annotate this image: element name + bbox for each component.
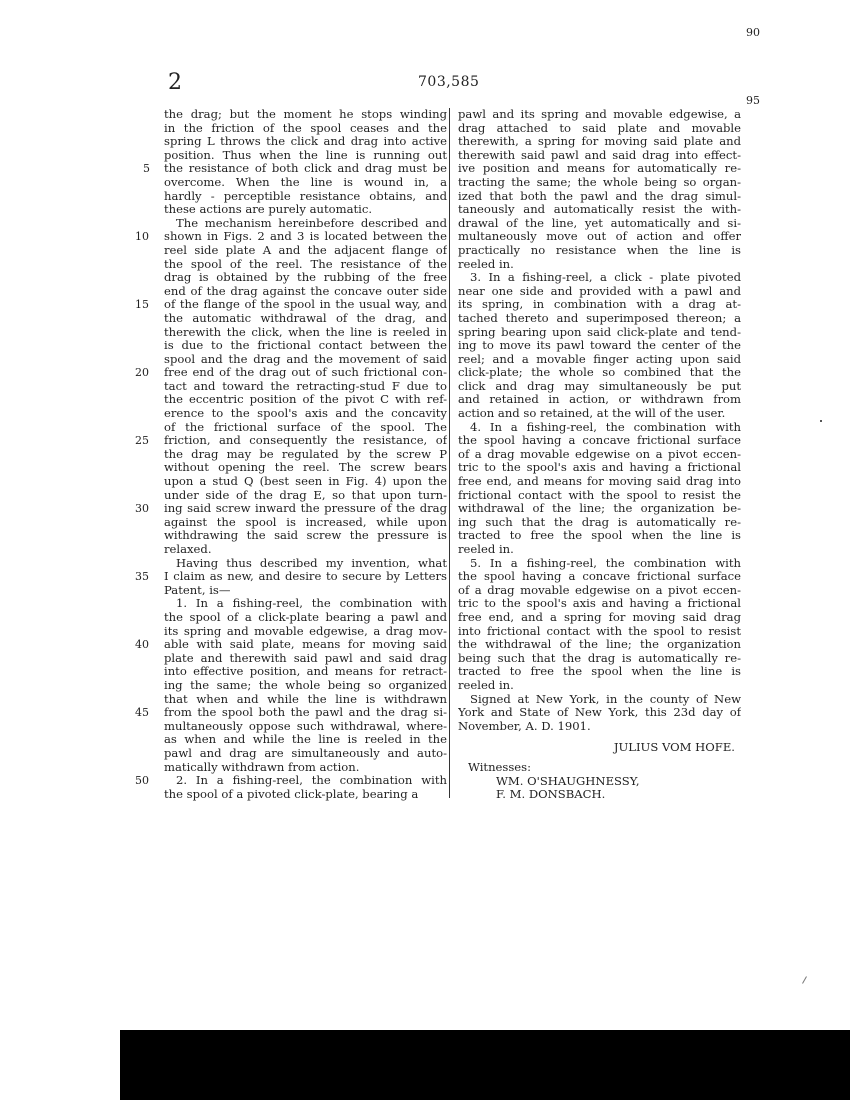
text-line: the automatic withdrawal of the drag, and	[164, 311, 447, 325]
text-line: withdrawing the said screw the pressure is	[164, 529, 447, 543]
text-line: spring bearing upon said click-plate and tend-	[458, 325, 741, 339]
text-line: free end, and means for moving said drag into	[458, 475, 741, 489]
text-line: reel; and a movable finger acting upon said	[458, 352, 741, 366]
text-line: The mechanism hereinbefore described and	[176, 216, 447, 230]
witness-name: F. M. DONSBACH.	[496, 788, 606, 802]
scan-speck	[802, 976, 807, 983]
text-line: tracting the same; the whole being so organ-	[458, 175, 741, 189]
patent-number: 703,585	[418, 74, 480, 90]
text-line: friction, and consequently the resistance, of	[164, 434, 447, 448]
inventor-signature: JULIUS VOM HOFE.	[613, 741, 735, 755]
text-line: therewith the click, when the line is reeled in	[164, 325, 447, 339]
line-number: 30	[135, 502, 149, 516]
text-line: tric to the spool's axis and having a frictional	[458, 461, 741, 475]
text-line: drag attached to said plate and movable	[458, 121, 741, 135]
text-line: multaneously move out of action and offer	[458, 230, 741, 244]
text-line: the withdrawal of the line; the organization	[458, 638, 741, 652]
text-line: click and drag may simultaneously be put	[458, 379, 741, 393]
text-line: position. Thus when the line is running out	[164, 148, 447, 162]
text-line: under side of the drag E, so that upon turn-	[164, 488, 447, 502]
text-line: ized that both the pawl and the drag simul-	[458, 189, 741, 203]
scan-speck	[820, 420, 822, 422]
line-number: 50	[135, 774, 149, 788]
text-line: its spring and movable edgewise, a drag mov-	[164, 624, 447, 638]
text-line: from the spool both the pawl and the drag si-	[164, 706, 447, 720]
text-line: ing the same; the whole being so organized	[164, 678, 447, 692]
line-number: 35	[135, 570, 149, 584]
text-line: spring L throws the click and drag into active	[164, 135, 447, 149]
text-line: that when and while the line is withdrawn	[164, 692, 447, 706]
text-line: overcome. When the line is wound in, a	[164, 175, 447, 189]
witnesses-label: Witnesses:	[468, 760, 532, 774]
text-line: taneously and automatically resist the with-	[458, 203, 741, 217]
text-line: relaxed.	[164, 543, 212, 556]
text-line: tact and toward the retracting-stud F due to	[164, 379, 447, 393]
text-line: plate and therewith said pawl and said drag	[164, 651, 447, 665]
line-number: 25	[135, 434, 149, 448]
line-number: 5	[143, 162, 150, 176]
text-line: into effective position, and means for retract-	[164, 665, 447, 679]
text-line: being such that the drag is automatically re-	[458, 651, 741, 665]
column-divider	[449, 108, 450, 798]
line-number: 15	[135, 298, 149, 312]
text-line: ing such that the drag is automatically re-	[458, 515, 741, 529]
text-line: end of the drag against the concave outer side	[164, 284, 447, 298]
text-line: the drag; but the moment he stops winding	[164, 108, 447, 121]
text-line: ing said screw inward the pressure of the drag	[164, 502, 447, 516]
text-line: withdrawal of the line; the organization be-	[458, 502, 741, 516]
text-line: the spool having a concave frictional surface	[458, 570, 741, 584]
text-line: multaneously oppose such withdrawal, where-	[164, 719, 447, 733]
text-line: tric to the spool's axis and having a frictional	[458, 597, 741, 611]
line-number: 20	[135, 366, 149, 380]
text-line: reel side plate A and the adjacent flange of	[164, 243, 447, 257]
text-line: pawl and its spring and movable edgewise, a	[458, 108, 741, 121]
text-line: without opening the reel. The screw bears	[164, 461, 447, 475]
text-line: hardly - perceptible resistance obtains, and	[164, 189, 447, 203]
text-line: matically withdrawn from action.	[164, 760, 360, 774]
text-line: free end, and a spring for moving said drag	[458, 610, 741, 624]
text-line: erence to the spool's axis and the concavity	[164, 407, 447, 421]
text-line: ing to move its pawl toward the center of the	[458, 339, 741, 353]
text-line: of the flange of the spool in the usual way, and	[164, 298, 447, 312]
text-line: the resistance of both click and drag must be	[164, 162, 447, 176]
text-line: free end of the drag out of such frictional con-	[164, 366, 447, 380]
text-line: these actions are purely automatic.	[164, 203, 373, 217]
text-line: frictional contact with the spool to resist the	[458, 488, 741, 502]
text-line: of a drag movable edgewise on a pivot eccen-	[458, 447, 741, 461]
text-line: into frictional contact with the spool to resist	[458, 624, 741, 638]
text-line: able with said plate, means for moving said	[164, 638, 447, 652]
text-line: against the spool is increased, while upon	[164, 515, 447, 529]
text-line: 4. In a fishing-reel, the combination with	[470, 420, 741, 434]
text-line: York and State of New York, this 23d day of	[458, 706, 741, 720]
text-line: November, A. D. 1901.	[458, 719, 591, 733]
line-number: 40	[135, 638, 149, 652]
text-line: the eccentric position of the pivot C with ref-	[164, 393, 447, 407]
text-line: the spool of a click-plate bearing a pawl and	[164, 610, 447, 624]
line-number: 10	[135, 230, 149, 244]
text-line: ive position and means for automatically re-	[458, 162, 741, 176]
text-line: 2. In a fishing-reel, the combination with	[176, 774, 447, 788]
text-line: in the friction of the spool ceases and the	[164, 121, 447, 135]
text-line: the spool of a pivoted click-plate, bearing a	[164, 787, 419, 801]
witness-name: WM. O'SHAUGHNESSY,	[496, 774, 640, 788]
text-line: practically no resistance when the line is	[458, 243, 741, 257]
text-line: therewith said pawl and said drag into effect-	[458, 148, 741, 162]
text-line: the spool having a concave frictional surface	[458, 434, 741, 448]
text-line: 3. In a fishing-reel, a click - plate pivoted	[470, 271, 741, 285]
text-line: and retained in action, or withdrawn from	[458, 393, 741, 407]
text-line: upon a stud Q (best seen in Fig. 4) upon the	[164, 475, 447, 489]
line-number: 45	[135, 706, 149, 720]
text-line: the drag may be regulated by the screw P	[164, 447, 447, 461]
text-line: spool and the drag and the movement of said	[164, 352, 447, 366]
page-number: 2	[168, 70, 182, 95]
text-line: is due to the frictional contact between the	[164, 339, 447, 353]
text-line: drawal of the line, yet automatically and si-	[458, 216, 741, 230]
line-number: 90	[746, 26, 760, 40]
text-line: reeled in.	[458, 257, 514, 271]
text-line: reeled in.	[458, 543, 514, 556]
text-line: reeled in.	[458, 678, 514, 692]
text-line: drag is obtained by the rubbing of the free	[164, 271, 447, 285]
text-line: its spring, in combination with a drag at-	[458, 298, 741, 312]
text-line: shown in Figs. 2 and 3 is located between the	[164, 230, 447, 244]
text-line: action and so retained, at the will of the user.	[458, 407, 726, 421]
text-line: of the frictional surface of the spool. The	[164, 420, 447, 434]
text-line: as when and while the line is reeled in the	[164, 733, 447, 747]
text-line: click-plate; the whole so combined that the	[458, 366, 741, 380]
text-line: of a drag movable edgewise on a pivot eccen-	[458, 583, 741, 597]
text-line: tracted to free the spool when the line is	[458, 529, 741, 543]
right-column	[458, 108, 741, 802]
text-line: I claim as new, and desire to secure by Letters	[164, 570, 447, 584]
left-column	[164, 108, 447, 801]
line-number: 95	[746, 94, 760, 108]
text-line: tracted to free the spool when the line is	[458, 665, 741, 679]
text-line: pawl and drag are simultaneously and auto-	[164, 746, 447, 760]
text-line: the spool of the reel. The resistance of the	[164, 257, 447, 271]
text-line: Having thus described my invention, what	[176, 556, 447, 570]
text-line: near one side and provided with a pawl and	[458, 284, 741, 298]
text-line: 1. In a fishing-reel, the combination with	[176, 597, 447, 611]
scan-black-bar	[120, 1030, 850, 1100]
text-line: Signed at New York, in the county of New	[470, 692, 741, 706]
text-line: Patent, is—	[164, 583, 231, 597]
text-line: tached thereto and superimposed thereon; a	[458, 311, 741, 325]
text-line: therewith, a spring for moving said plate and	[458, 135, 741, 149]
text-line: 5. In a fishing-reel, the combination with	[470, 556, 741, 570]
